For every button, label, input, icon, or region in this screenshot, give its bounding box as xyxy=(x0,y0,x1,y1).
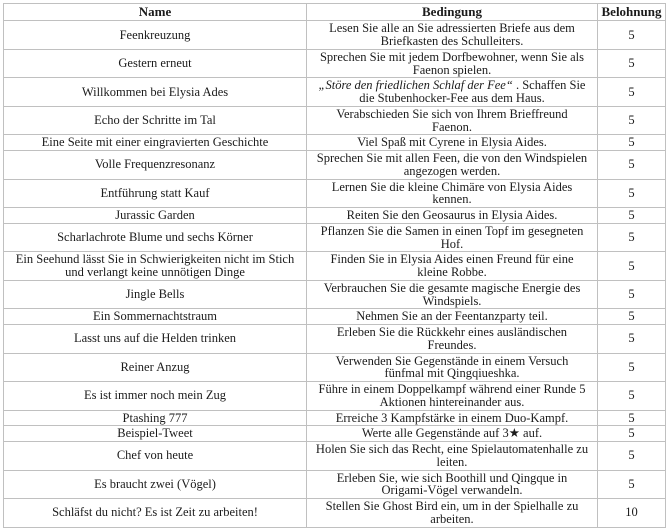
name-cell: Willkommen bei Elysia Ades xyxy=(4,78,307,107)
belohnung-cell: 5 xyxy=(598,135,666,151)
table-row xyxy=(4,151,666,180)
belohnung-cell: 5 xyxy=(598,410,666,426)
table-header xyxy=(4,4,666,21)
belohnung-cell: 5 xyxy=(598,325,666,354)
belohnung-cell: 5 xyxy=(598,442,666,471)
bedingung-cell: Verwenden Sie Gegenstände in einem Versuch fünfmal mit Qingqiueshka. xyxy=(307,353,598,382)
name-cell: Jurassic Garden xyxy=(4,208,307,224)
bedingung-cell: Verabschieden Sie sich von Ihrem Brieffreund Faenon. xyxy=(307,106,598,135)
table-body xyxy=(4,21,666,527)
bedingung-cell: Nehmen Sie an der Feentanzparty teil. xyxy=(307,309,598,325)
bedingung-cell: Sprechen Sie mit allen Feen, die von den Windspielen angezogen werden. xyxy=(307,151,598,180)
bedingung-cell: Erleben Sie die Rückkehr eines ausländischen Freundes. xyxy=(307,325,598,354)
bedingung-cell: Reiten Sie den Geosaurus in Elysia Aides. xyxy=(307,208,598,224)
name-cell: Lasst uns auf die Helden trinken xyxy=(4,325,307,354)
table-row xyxy=(4,280,666,309)
bedingung-cell: Holen Sie sich das Recht, eine Spielautomatenhalle zu leiten. xyxy=(307,442,598,471)
belohnung-cell: 5 xyxy=(598,151,666,180)
table-row xyxy=(4,135,666,151)
bedingung-quote-italic: „Störe den friedlichen Schlaf der Fee“ xyxy=(318,78,513,93)
bedingung-cell: Sprechen Sie mit jedem Dorfbewohner, wenn Sie als Faenon spielen. xyxy=(307,49,598,78)
bedingung-cell: Finden Sie in Elysia Aides einen Freund für eine kleine Robbe. xyxy=(307,252,598,281)
table-row xyxy=(4,499,666,528)
belohnung-cell: 5 xyxy=(598,252,666,281)
name-cell: Entführung statt Kauf xyxy=(4,179,307,208)
table-row xyxy=(4,179,666,208)
name-cell: Jingle Bells xyxy=(4,280,307,309)
name-cell: Ein Sommernachtstraum xyxy=(4,309,307,325)
name-cell: Beispiel-Tweet xyxy=(4,426,307,442)
table-row xyxy=(4,21,666,50)
name-cell: Ptashing 777 xyxy=(4,410,307,426)
table-row xyxy=(4,470,666,499)
header-bedingung: Bedingung xyxy=(307,4,598,21)
name-cell: Ein Seehund lässt Sie in Schwierigkeiten nicht im Stich und verlangt keine unnötigen Dinge xyxy=(4,252,307,281)
table-row xyxy=(4,223,666,252)
table-row xyxy=(4,208,666,224)
belohnung-cell: 5 xyxy=(598,353,666,382)
bedingung-text: . Schaffen Sie die Stubenhocker-Fee aus dem Haus. xyxy=(359,78,586,106)
belohnung-cell: 5 xyxy=(598,208,666,224)
belohnung-cell: 5 xyxy=(598,426,666,442)
table-row xyxy=(4,309,666,325)
name-cell: Reiner Anzug xyxy=(4,353,307,382)
bedingung-cell: Viel Spaß mit Cyrene in Elysia Aides. xyxy=(307,135,598,151)
bedingung-cell: Stellen Sie Ghost Bird ein, um in der Spielhalle zu arbeiten. xyxy=(307,499,598,528)
name-cell: Feenkreuzung xyxy=(4,21,307,50)
bedingung-cell xyxy=(307,78,598,107)
belohnung-cell: 5 xyxy=(598,470,666,499)
bedingung-cell: Werte alle Gegenstände auf 3★ auf. xyxy=(307,426,598,442)
header-belohnung: Belohnung xyxy=(598,4,666,21)
achievement-table xyxy=(3,3,666,528)
name-cell: Eine Seite mit einer eingravierten Geschichte xyxy=(4,135,307,151)
name-cell: Es braucht zwei (Vögel) xyxy=(4,470,307,499)
bedingung-cell: Lernen Sie die kleine Chimäre von Elysia Aides kennen. xyxy=(307,179,598,208)
belohnung-cell: 5 xyxy=(598,309,666,325)
name-cell: Gestern erneut xyxy=(4,49,307,78)
name-cell: Es ist immer noch mein Zug xyxy=(4,382,307,411)
belohnung-cell: 5 xyxy=(598,21,666,50)
bedingung-cell: Pflanzen Sie die Samen in einen Topf im gesegneten Hof. xyxy=(307,223,598,252)
table-row xyxy=(4,78,666,107)
belohnung-cell: 5 xyxy=(598,179,666,208)
name-cell: Scharlachrote Blume und sechs Körner xyxy=(4,223,307,252)
bedingung-cell: Erleben Sie, wie sich Boothill und Qingque in Origami-Vögel verwandeln. xyxy=(307,470,598,499)
belohnung-cell: 5 xyxy=(598,280,666,309)
belohnung-cell: 5 xyxy=(598,382,666,411)
name-cell: Volle Frequenzresonanz xyxy=(4,151,307,180)
belohnung-cell: 5 xyxy=(598,223,666,252)
belohnung-cell: 10 xyxy=(598,499,666,528)
header-name: Name xyxy=(4,4,307,21)
belohnung-cell: 5 xyxy=(598,78,666,107)
bedingung-cell: Führe in einem Doppelkampf während einer Runde 5 Aktionen hintereinander aus. xyxy=(307,382,598,411)
table-row xyxy=(4,410,666,426)
table-row xyxy=(4,442,666,471)
name-cell: Echo der Schritte im Tal xyxy=(4,106,307,135)
header-row xyxy=(4,4,666,21)
belohnung-cell: 5 xyxy=(598,106,666,135)
table-row xyxy=(4,252,666,281)
table-row xyxy=(4,382,666,411)
bedingung-cell: Lesen Sie alle an Sie adressierten Briefe aus dem Briefkasten des Schulleiters. xyxy=(307,21,598,50)
belohnung-cell: 5 xyxy=(598,49,666,78)
table-row xyxy=(4,353,666,382)
table-row xyxy=(4,426,666,442)
bedingung-cell: Erreiche 3 Kampfstärke in einem Duo-Kampf. xyxy=(307,410,598,426)
name-cell: Schläfst du nicht? Es ist Zeit zu arbeiten! xyxy=(4,499,307,528)
table-row xyxy=(4,325,666,354)
name-cell: Chef von heute xyxy=(4,442,307,471)
table-row xyxy=(4,106,666,135)
bedingung-cell: Verbrauchen Sie die gesamte magische Energie des Windspiels. xyxy=(307,280,598,309)
table-row xyxy=(4,49,666,78)
